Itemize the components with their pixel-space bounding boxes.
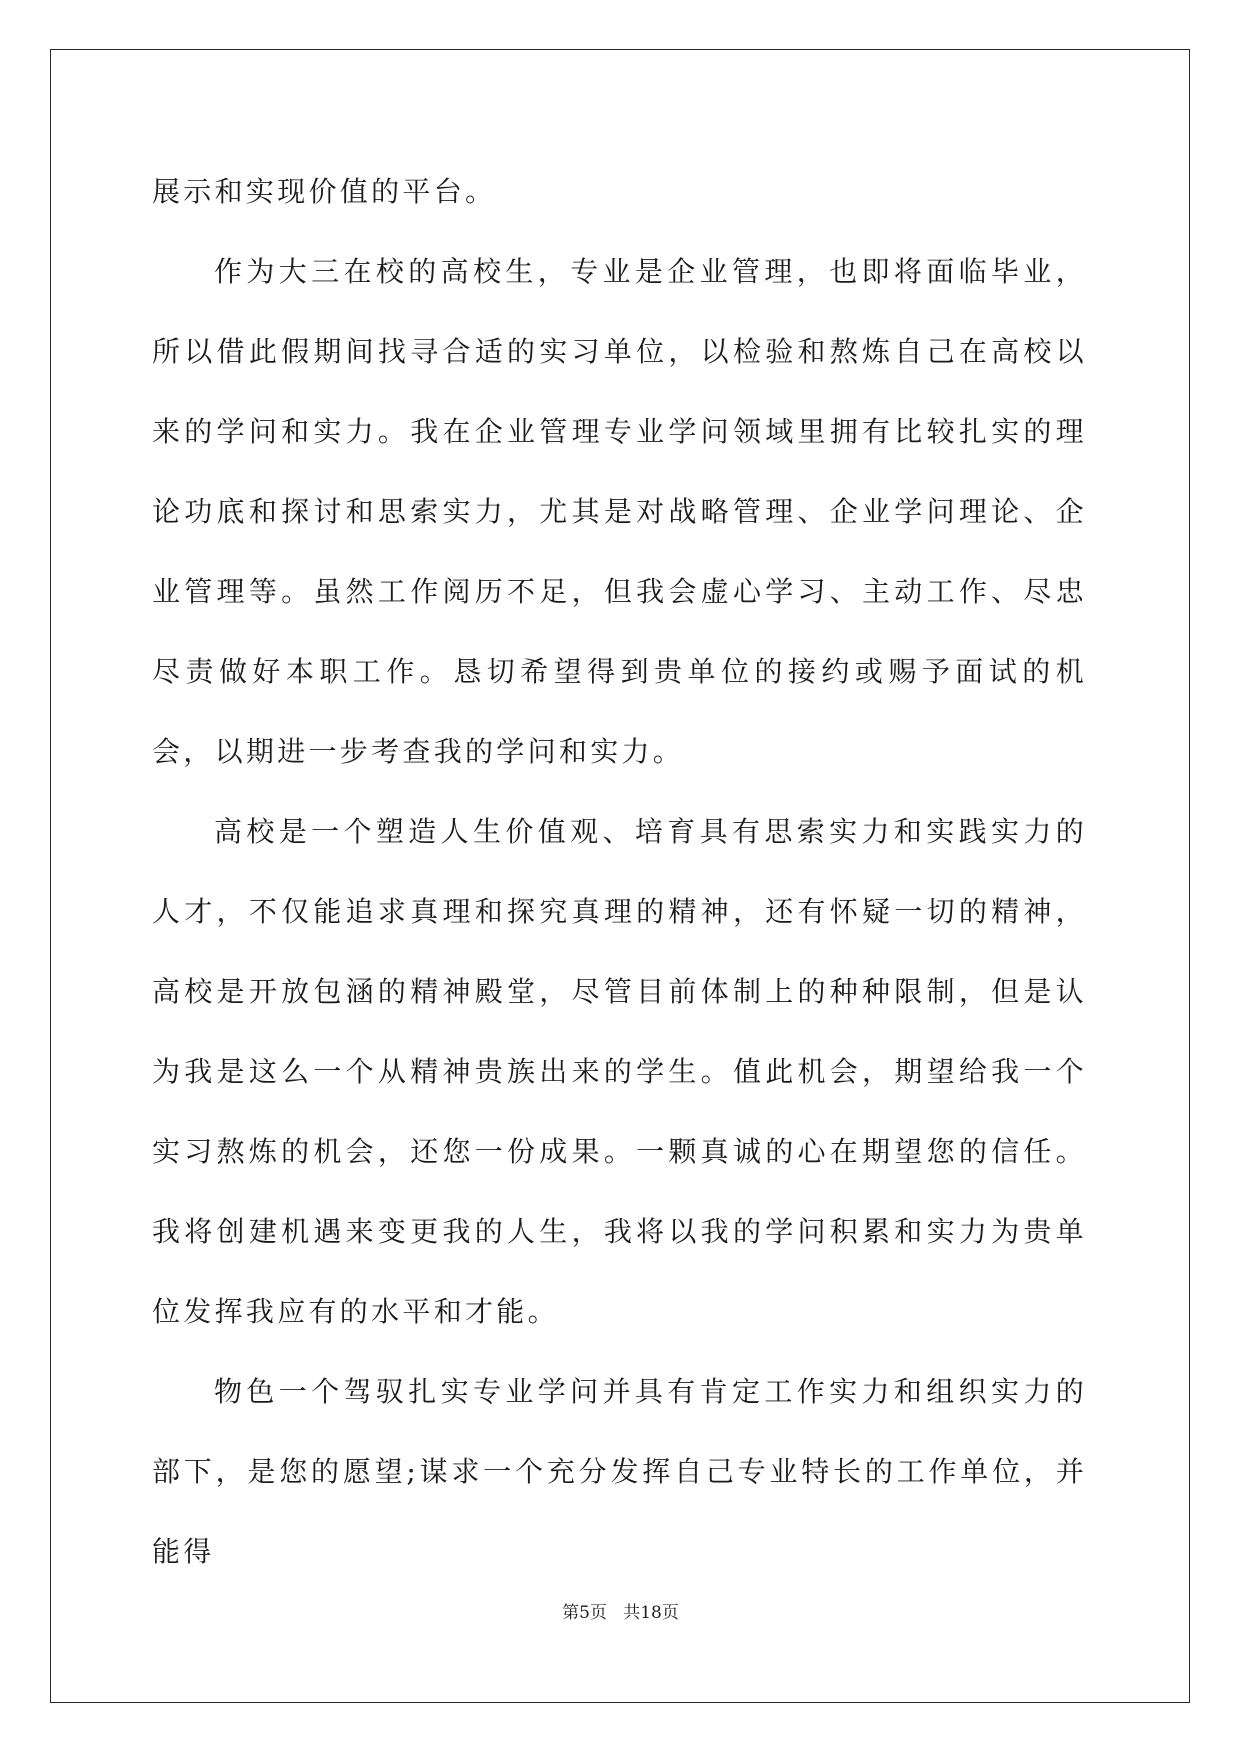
paragraph: 展示和实现价值的平台。 [152, 175, 497, 208]
document-body [152, 152, 1087, 1592]
page-number: 第5页 [562, 1603, 607, 1623]
page-footer [0, 1598, 1241, 1623]
paragraph: 物色一个驾驭扎实专业学问并具有肯定工作实力和组织实力的部下，是您的愿望;谋求一个充分发挥自己专业特长的工作单位，并能得 [152, 1375, 1087, 1568]
paragraph: 作为大三在校的高校生，专业是企业管理，也即将面临毕业，所以借此假期间找寻合适的实习单位，以检验和熬炼自己在高校以来的学问和实力。我在企业管理专业学问领域里拥有比较扎实的理论功底和探讨和思索实力，尤其是对战略管理、企业学问理论、企业管理等。虽然工作阅历不足，但我会虚心学习、主动工作、尽忠尽责做好本职工作。恳切希望得到贵单位的接约或赐予面试的机会，以期进一步考查我的学问和实力。 [152, 255, 1087, 768]
page-total: 共18页 [623, 1603, 679, 1623]
paragraph: 高校是一个塑造人生价值观、培育具有思索实力和实践实力的人才，不仅能追求真理和探究真理的精神，还有怀疑一切的精神，高校是开放包涵的精神殿堂，尽管目前体制上的种种限制，但是认为我是这么一个从精神贵族出来的学生。值此机会，期望给我一个实习熬炼的机会，还您一份成果。一颗真诚的心在期望您的信任。我将创建机遇来变更我的人生，我将以我的学问积累和实力为贵单位发挥我应有的水平和才能。 [152, 815, 1087, 1328]
footer-separator [607, 1603, 623, 1623]
